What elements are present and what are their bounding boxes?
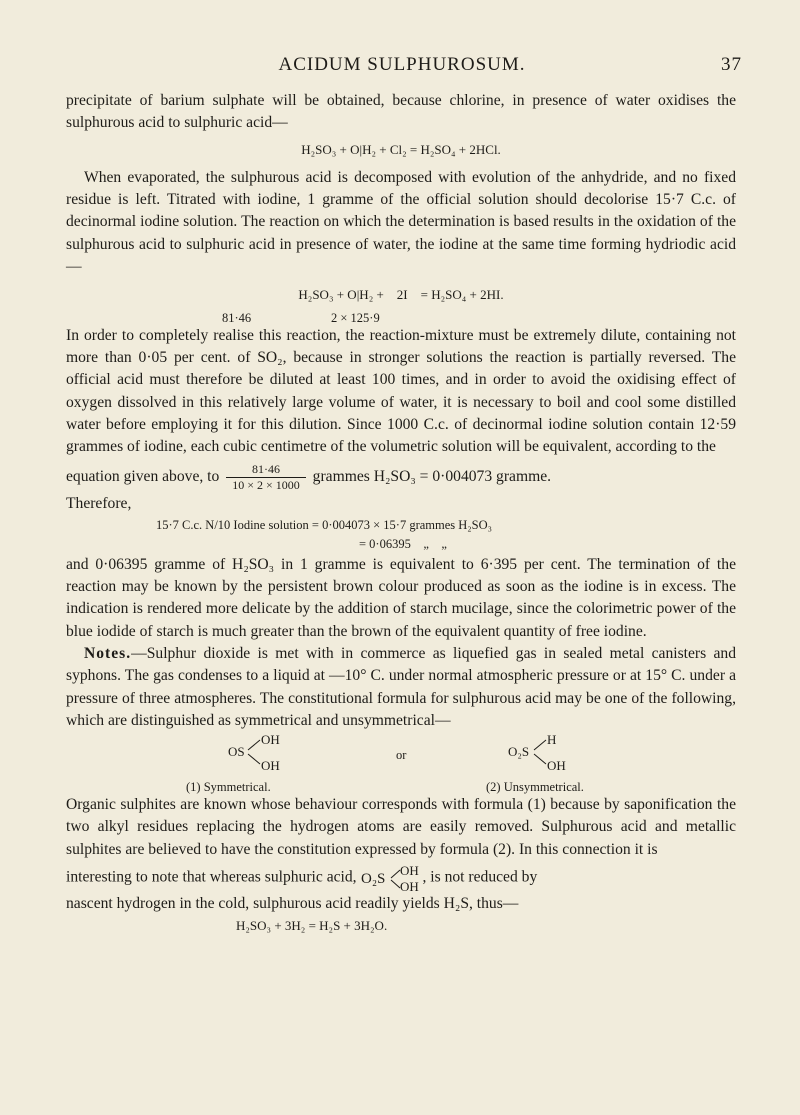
paragraph-4 xyxy=(66,462,736,493)
paragraph-7: Organic sulphites are known whose behaviour corresponds with formula (1) because by saponification the two alkyl residues replacing the hydrogen atoms are easily removed. Sulphurous acid and metallic sulphites are believed to have the constitution expressed by formula (2). In this connection it is xyxy=(66,796,736,858)
running-title: ACIDUM SULPHUROSUM. xyxy=(278,54,526,75)
paragraph-1: precipitate of barium sulphate will be obtained, because chlorine, in presence of water oxidises the sulphurous acid to sulphuric acid— xyxy=(66,92,736,132)
inline-formula-sulphuric xyxy=(360,863,422,893)
inline-formula-center: O₂S xyxy=(361,871,386,888)
paragraph-4-before: equation given above, to xyxy=(66,468,220,486)
equation-2-annotations xyxy=(66,307,736,325)
formula-1-bottom: OH xyxy=(261,758,280,773)
calculation xyxy=(156,516,736,554)
equation-2 xyxy=(66,284,736,306)
equation-2-mw-left: 81·46 xyxy=(222,310,252,325)
formula-unsymmetrical xyxy=(506,732,646,772)
paragraph-5: and 0·06395 gramme of H₂SO₃ in 1 gramme is equivalent to 6·395 per cent. The termination of the reaction may be known by the persistent brown colour produced as soon as the iodine is in excess. The indication is rendered more delicate by the addition of starch mucilage, since the colorimetric power of the blue iodide of starch is much greater than the brown of the equivalent quantity of free iodine. xyxy=(66,555,736,640)
equation-1: H₂SO₃ + O|H₂ + Cl₂ = H₂SO₄ + 2HCl. xyxy=(301,141,501,157)
formula-symmetrical xyxy=(226,732,366,772)
formula-2-top: H xyxy=(547,732,557,748)
notes-label: Notes. xyxy=(84,644,132,662)
formula-2-bottom: OH xyxy=(547,758,566,773)
calculation-line-1: 15·7 C.c. N/10 Iodine solution = 0·004073 × 15·7 grammes H₂SO₃ xyxy=(156,517,492,532)
paragraph-9: nascent hydrogen in the cold, sulphurous acid readily yields H₂S, thus— xyxy=(66,895,519,913)
fraction xyxy=(226,462,306,493)
therefore-label: Therefore, xyxy=(66,495,132,513)
caption-symmetrical: (1) Symmetrical. xyxy=(186,780,271,795)
page-number: 37 xyxy=(721,54,742,75)
or-word: or xyxy=(396,748,407,763)
fraction-numerator: 81·46 xyxy=(226,462,306,478)
page-body xyxy=(66,90,736,942)
equation-3: H₂SO₃ + 3H₂ = H₂S + 3H₂O. xyxy=(236,918,388,934)
paragraph-4-after: grammes H₂SO₃ = 0·004073 gramme. xyxy=(312,468,552,486)
paragraph-3: In order to completely realise this reaction, the reaction-mixture must be extremely dilute, containing not more than 0·05 per cent. of SO₂, because in stronger solutions the reaction is partially reversed. The official acid must therefore be diluted at least 100 times, and in order to avoid the oxidising effect of oxygen dissolved in this relatively large volume of water, it is necessary to boil and cool some distilled water before employing it for this dilution. Since 1000 C.c. of decinormal iodine solution contain 12·59 grammes of iodine, each cubic centimetre of the volumetric solution will be equivalent, according to the xyxy=(66,326,736,456)
inline-formula-top: OH xyxy=(400,863,420,879)
formula-2-center: O₂S xyxy=(508,744,530,760)
paragraph-2: When evaporated, the sulphurous acid is decomposed with evolution of the anhydride, and no fixed residue is left. Titrated with iodine, 1 gramme of the official solution should decolorise 15·7 C.c. of decinormal iodine solution. The reaction on which the determination is based results in the oxidation of the sulphurous acid to sulphuric acid in presence of water, the iodine at the same time forming hydriodic acid— xyxy=(66,168,736,276)
paragraph-6 xyxy=(66,643,736,732)
formula-1-top: OH xyxy=(261,732,280,748)
paragraph-6-text: —Sulphur dioxide is met with in commerce as liquefied gas in sealed metal canisters and syphons. The gas condenses to a liquid at —10° C. under normal atmospheric pressure or at 15° C. under a pressure of three atmospheres. The constitutional formula for sulphurous acid may be one of the following, which are distinguished as symmetrical and unsymmetrical— xyxy=(66,644,736,729)
fraction-denominator: 10 × 2 × 1000 xyxy=(232,478,300,493)
running-header xyxy=(62,54,742,78)
inline-formula-bottom: OH xyxy=(400,879,420,894)
structural-formulas xyxy=(66,732,736,794)
calculation-line-2: = 0·06395 „ „ xyxy=(359,536,447,551)
equation-2-mw-right: 2 × 125·9 xyxy=(331,310,380,325)
paragraph-8 xyxy=(66,863,736,893)
paragraph-8-before: interesting to note that whereas sulphuric acid, xyxy=(66,868,357,886)
formula-1-center: OS xyxy=(228,744,245,760)
paragraph-8-after: , is not reduced by xyxy=(422,868,538,886)
caption-unsymmetrical: (2) Unsymmetrical. xyxy=(486,780,584,795)
equation-2-text: H₂SO₃ + O|H₂ + 2I = H₂SO₄ + 2HI. xyxy=(298,287,504,303)
